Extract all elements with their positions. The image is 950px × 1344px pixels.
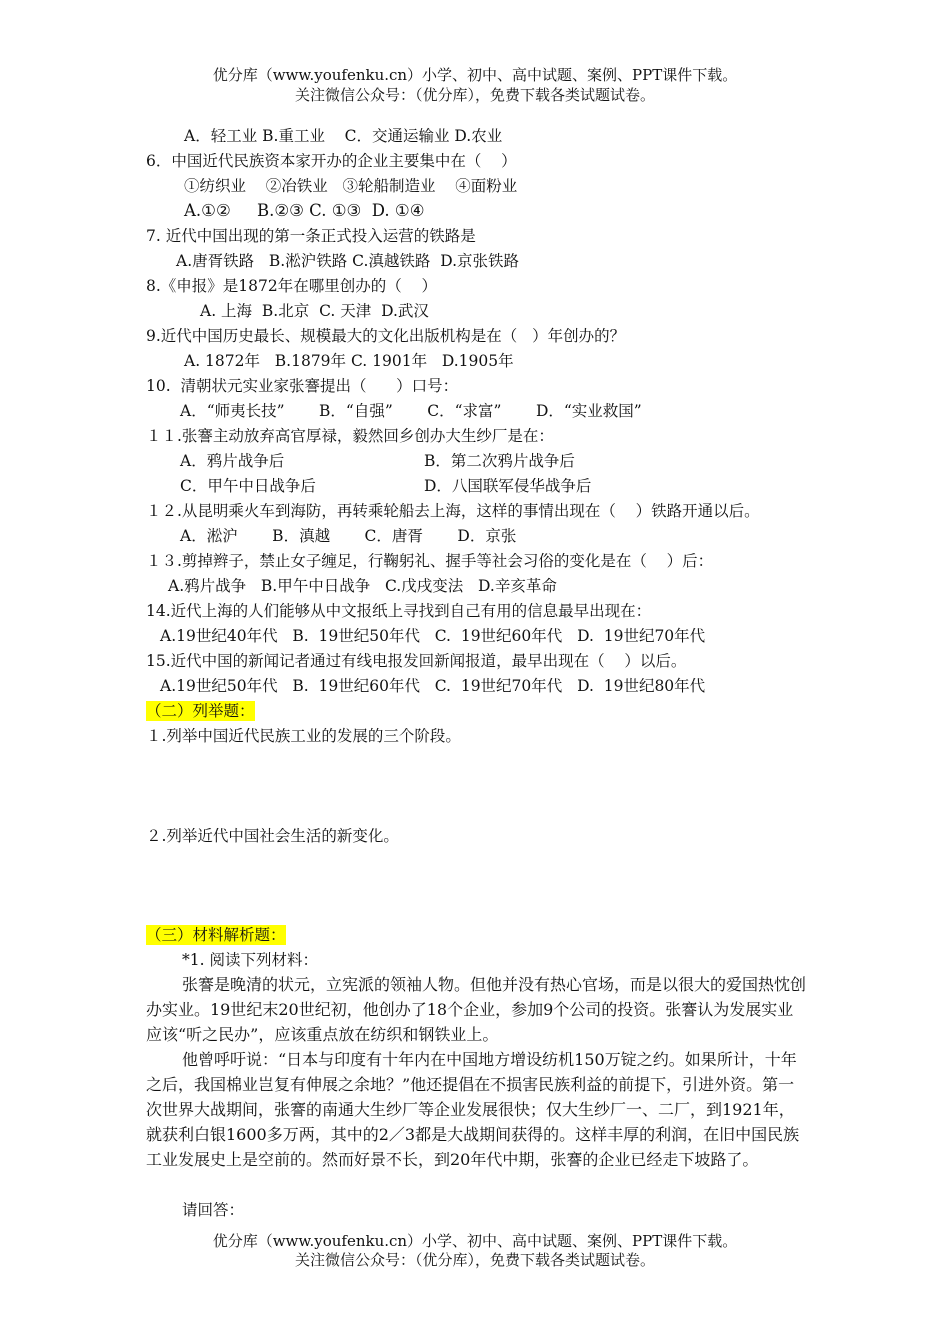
q12-options: A．淞沪 B．滇越 C．唐胥 D．京张 — [180, 527, 517, 545]
q5-options: A．轻工业 B.重工业 C．交通运输业 D.农业 — [184, 127, 503, 145]
footer-line-2: 关注微信公众号：（优分库），免费下载各类试题试卷。 — [294, 1251, 655, 1269]
q13-stem: １３.剪掉辫子，禁止女子缠足，行鞠躬礼、握手等社会习俗的变化是在（ ）后： — [146, 552, 714, 570]
header-line-2: 关注微信公众号：（优分库），免费下载各类试题试卷。 — [294, 86, 655, 104]
q7-options: A.唐胥铁路 B.淞沪铁路 C.滇越铁路 D.京张铁路 — [176, 252, 520, 270]
q6-stem: 6．中国近代民族资本家开办的企业主要集中在（ ） — [146, 152, 517, 170]
q11-option-d: D．八国联军侵华战争后 — [424, 477, 592, 495]
q12-stem: １２.从昆明乘火车到海防，再转乘轮船去上海，这样的事情出现在（ ）铁路开通以后。 — [146, 502, 760, 520]
q10-options: A．“师夷长技” B．“自强” C．“求富” D．“实业救国” — [180, 402, 642, 420]
section2-item-1: １.列举中国近代民族工业的发展的三个阶段。 — [146, 727, 461, 745]
section2-item-2: ２.列举近代中国社会生活的新变化。 — [146, 827, 399, 845]
q11-stem: １１.张謇主动放弃高官厚禄，毅然回乡创办大生纱厂是在： — [146, 427, 554, 445]
section3-prompt: 请回答： — [182, 1201, 245, 1219]
section2-title: （二）列举题： — [146, 702, 255, 720]
q11-option-c: C．甲午中日战争后 — [180, 477, 316, 495]
q14-options: A.19世纪40年代 B. 19世纪50年代 C. 19世纪60年代 D. 19世纪70年代 — [160, 627, 706, 645]
q15-options: A.19世纪50年代 B. 19世纪60年代 C. 19世纪70年代 D. 19世纪80年代 — [160, 677, 706, 695]
q11-option-b: B．第二次鸦片战争后 — [424, 452, 575, 470]
q9-stem: 9.近代中国历史最长、规模最大的文化出版机构是在（ ）年创办的？ — [146, 327, 626, 345]
q15-stem: 15.近代中国的新闻记者通过有线电报发回新闻报道，最早出现在（ ）以后。 — [146, 652, 687, 670]
q14-stem: 14.近代上海的人们能够从中文报纸上寻找到自己有用的信息最早出现在： — [146, 602, 652, 620]
section3-title: （三）材料解析题： — [146, 926, 286, 944]
q9-options: A. 1872年 B.1879年 C. 1901年 D.1905年 — [184, 352, 514, 370]
q8-stem: 8.《申报》是1872年在哪里创办的（ ） — [146, 277, 437, 295]
q13-options: A.鸦片战争 B.甲午中日战争 C.戊戌变法 D.辛亥革命 — [168, 577, 557, 595]
header-line-1: 优分库（www.youfenku.cn）小学、初中、高中试题、案例、PPT课件下载。 — [212, 66, 738, 84]
footer-line-1: 优分库（www.youfenku.cn）小学、初中、高中试题、案例、PPT课件下载。 — [212, 1232, 738, 1250]
material-paragraph-2: 他曾呼吁说：“日本与印度有十年内在中国地方增设纺机150万锭之约。如果所计，十年之后，我国棉业岂复有伸展之余地？”他还提倡在不损害民族利益的前提下，引进外资。第一次世界大战期间，张謇的南通大生纱厂等企业发展很快；仅大生纱厂一、二厂，到1921年，就获利白银1600多万两，其中的2／3都是大战期间获得的。这样丰厚的利润，在旧中国民族工业发展史上是空前的。然而好景不长，到20年代中期，张謇的企业已经走下坡路了。 — [146, 1050, 800, 1169]
q10-stem: 10. 清朝状元实业家张謇提出（ ）口号： — [146, 377, 459, 395]
q7-stem: 7. 近代中国出现的第一条正式投入运营的铁路是 — [146, 227, 476, 245]
material-paragraph-1: 张謇是晚清的状元，立宪派的领袖人物。但他并没有热心官场，而是以很大的爱国热忱创办实业。19世纪末20世纪初，他创办了18个企业，参加9个公司的投资。张謇认为发展实业应该“听之民办”，应该重点放在纺织和钢铁业上。 — [146, 975, 807, 1044]
q6-items: ①纺织业 ②冶铁业 ③轮船制造业 ④面粉业 — [184, 177, 518, 195]
section3-intro: *1. 阅读下列材料： — [182, 951, 318, 969]
q8-options: A. 上海 B.北京 C. 天津 D.武汉 — [200, 302, 429, 320]
q6-options: A.①② B.②③ C. ①③ D. ①④ — [184, 201, 425, 220]
q11-option-a: A．鸦片战争后 — [180, 452, 285, 470]
